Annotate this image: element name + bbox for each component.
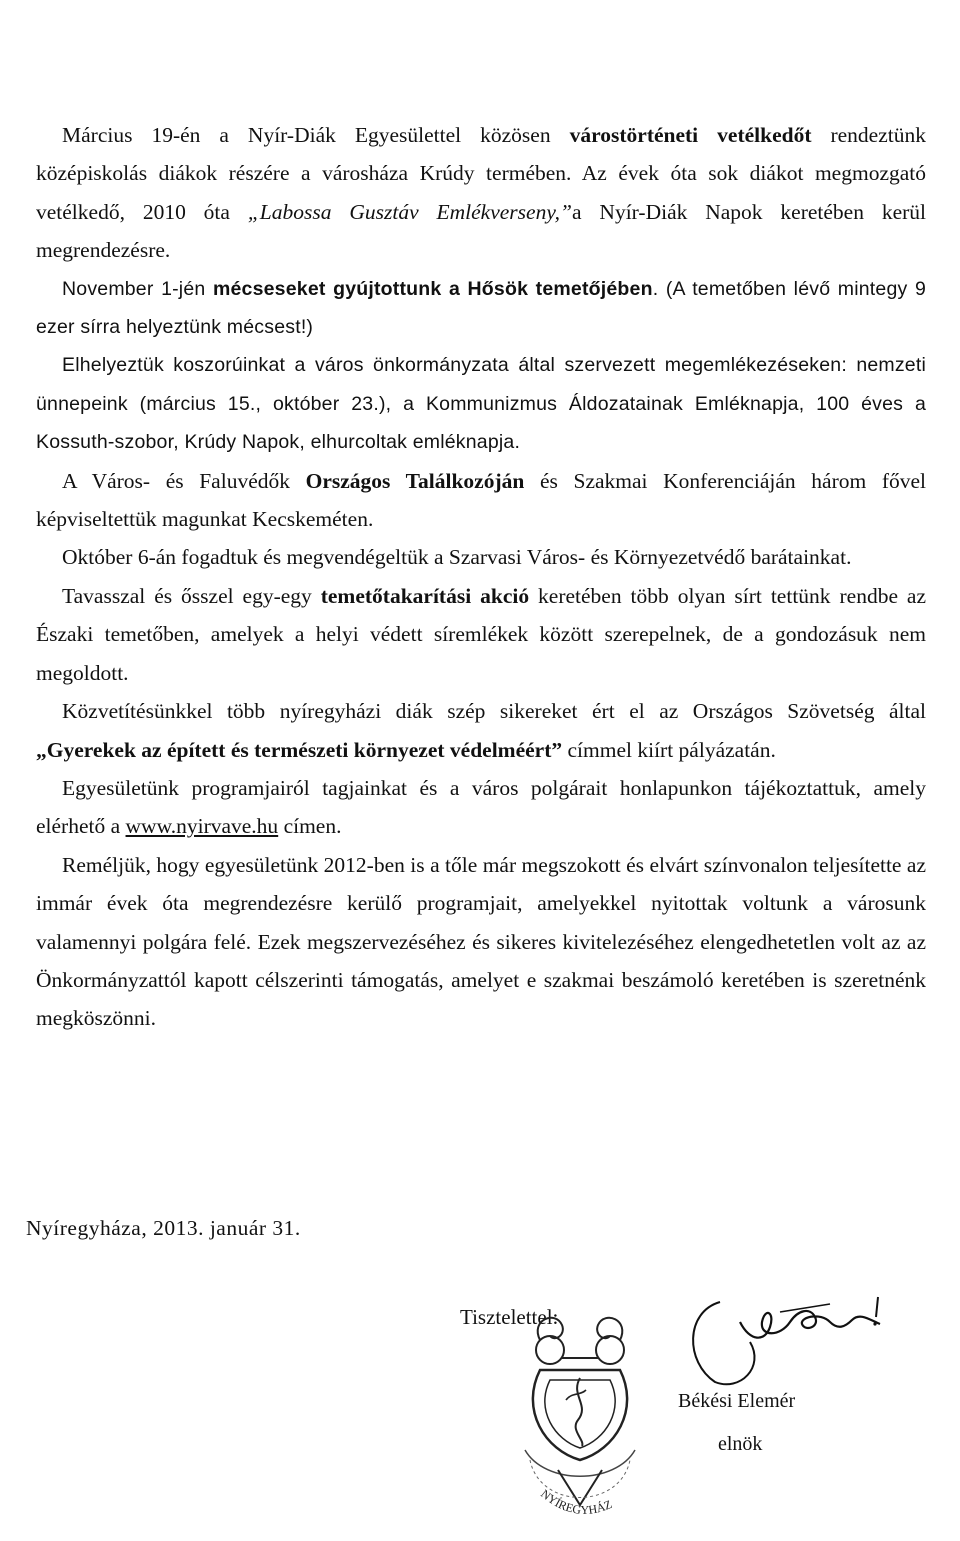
text: A Város- és Faluvédők (62, 468, 306, 493)
paragraph-thanks (36, 846, 926, 1038)
bold-text: temetőtakarítási akció (320, 583, 530, 608)
paragraph-website (36, 769, 926, 846)
text: Közvetítésünkkel több nyíregyházi diák szép sikereket ért el az Országos Szövetség által (62, 699, 926, 724)
paragraph-conference (36, 462, 926, 539)
paragraph-guests (36, 538, 926, 576)
text: címmel kiírt pályázatán. (562, 737, 776, 762)
paragraph-student-contest (36, 692, 926, 769)
handwritten-signature (680, 1282, 920, 1392)
text: Elhelyeztük koszorúinkat a város önkormányzata által szervezett megemlékezéseken: nemzeti ünnepeink (március 15., október 23.), a Kommunizmus Áldozatainak Emléknapja, 100 éves a Kossuth-szobor, Krúdy Napok, elhurcoltak emléknapja. (36, 354, 926, 454)
greeting: Tisztelettel: (460, 1305, 559, 1329)
text: keretében több olyan sírt tettünk rendbe az Északi temetőben, amelyek a helyi védett síremlékek között szerepelnek, de a gondozásuk nem megoldott. (36, 583, 927, 685)
paragraph-cemetery-cleanup (36, 577, 926, 692)
bold-text: várostörténeti vetélkedőt (569, 123, 812, 147)
place-date: Nyíregyháza, 2013. január 31. (26, 1216, 301, 1240)
text: rendeztünk középiskolás diákok részére a városháza Krúdy termében. Az évek óta sok diákot megmozgató vetélkedő, 2010 óta (36, 123, 926, 224)
signer-title: elnök (718, 1433, 763, 1455)
bold-text: Országos Találkozóján (305, 468, 525, 493)
bold-text: mécseseket gyújtottunk a Hősök temetőjében (212, 277, 653, 300)
text: Reméljük, hogy egyesületünk 2012-ben is a tőle már megszokott és elvárt színvonalon teljesítette az immár évek óta megrendezésre kerülő programjait, amelyekkel nyitottak voltunk a városunk valamennyi polgára felé. Ezek megszervezéséhez és sikeres kivitelezéséhez elengedhetetlen volt az az Önkormányzattól kapott célszerinti támogatás, amelyet e szakmai beszámoló keretében is szeretnénk megköszönni. (36, 852, 926, 1031)
text: és Szakmai Konferenciáján három fővel képviseltettük magunkat Kecskeméten. (36, 468, 926, 532)
report-body (36, 116, 926, 1038)
italic-text: „Labossa Gusztáv Emlékverseny,” (247, 199, 573, 224)
city-seal (500, 1310, 660, 1525)
text: November 1-jén (62, 277, 213, 300)
text: . (A temetőben lévő mintegy 9 ezer sírra helyeztünk mécsest!) (36, 277, 927, 339)
paragraph-wreaths (36, 346, 926, 461)
text: címen. (278, 814, 342, 839)
text: Március 19-én a Nyír-Diák Egyesülettel közösen (62, 123, 570, 147)
bold-text: „Gyerekek az épített és természeti környezet védelméért” (36, 737, 563, 762)
paragraph-candles (36, 270, 926, 347)
text: Egyesületünk programjairól tagjainkat és a város polgárait honlapunkon tájékoztattuk, amely elérhető a (36, 775, 926, 839)
seal-text: NYÍREGYHÁZ (538, 1486, 614, 1517)
paragraph-competition (36, 116, 926, 270)
signer-name: Békési Elemér (678, 1390, 796, 1412)
website-link[interactable]: www.nyirvave.hu (125, 814, 279, 839)
text: Október 6-án fogadtuk és megvendégeltük a Szarvasi Város- és Környezetvédő barátainkat. (62, 545, 852, 570)
text: Tavasszal és ősszel egy-egy (62, 583, 321, 608)
text: a Nyír-Diák Napok keretében kerül megrendezésre. (36, 199, 927, 263)
